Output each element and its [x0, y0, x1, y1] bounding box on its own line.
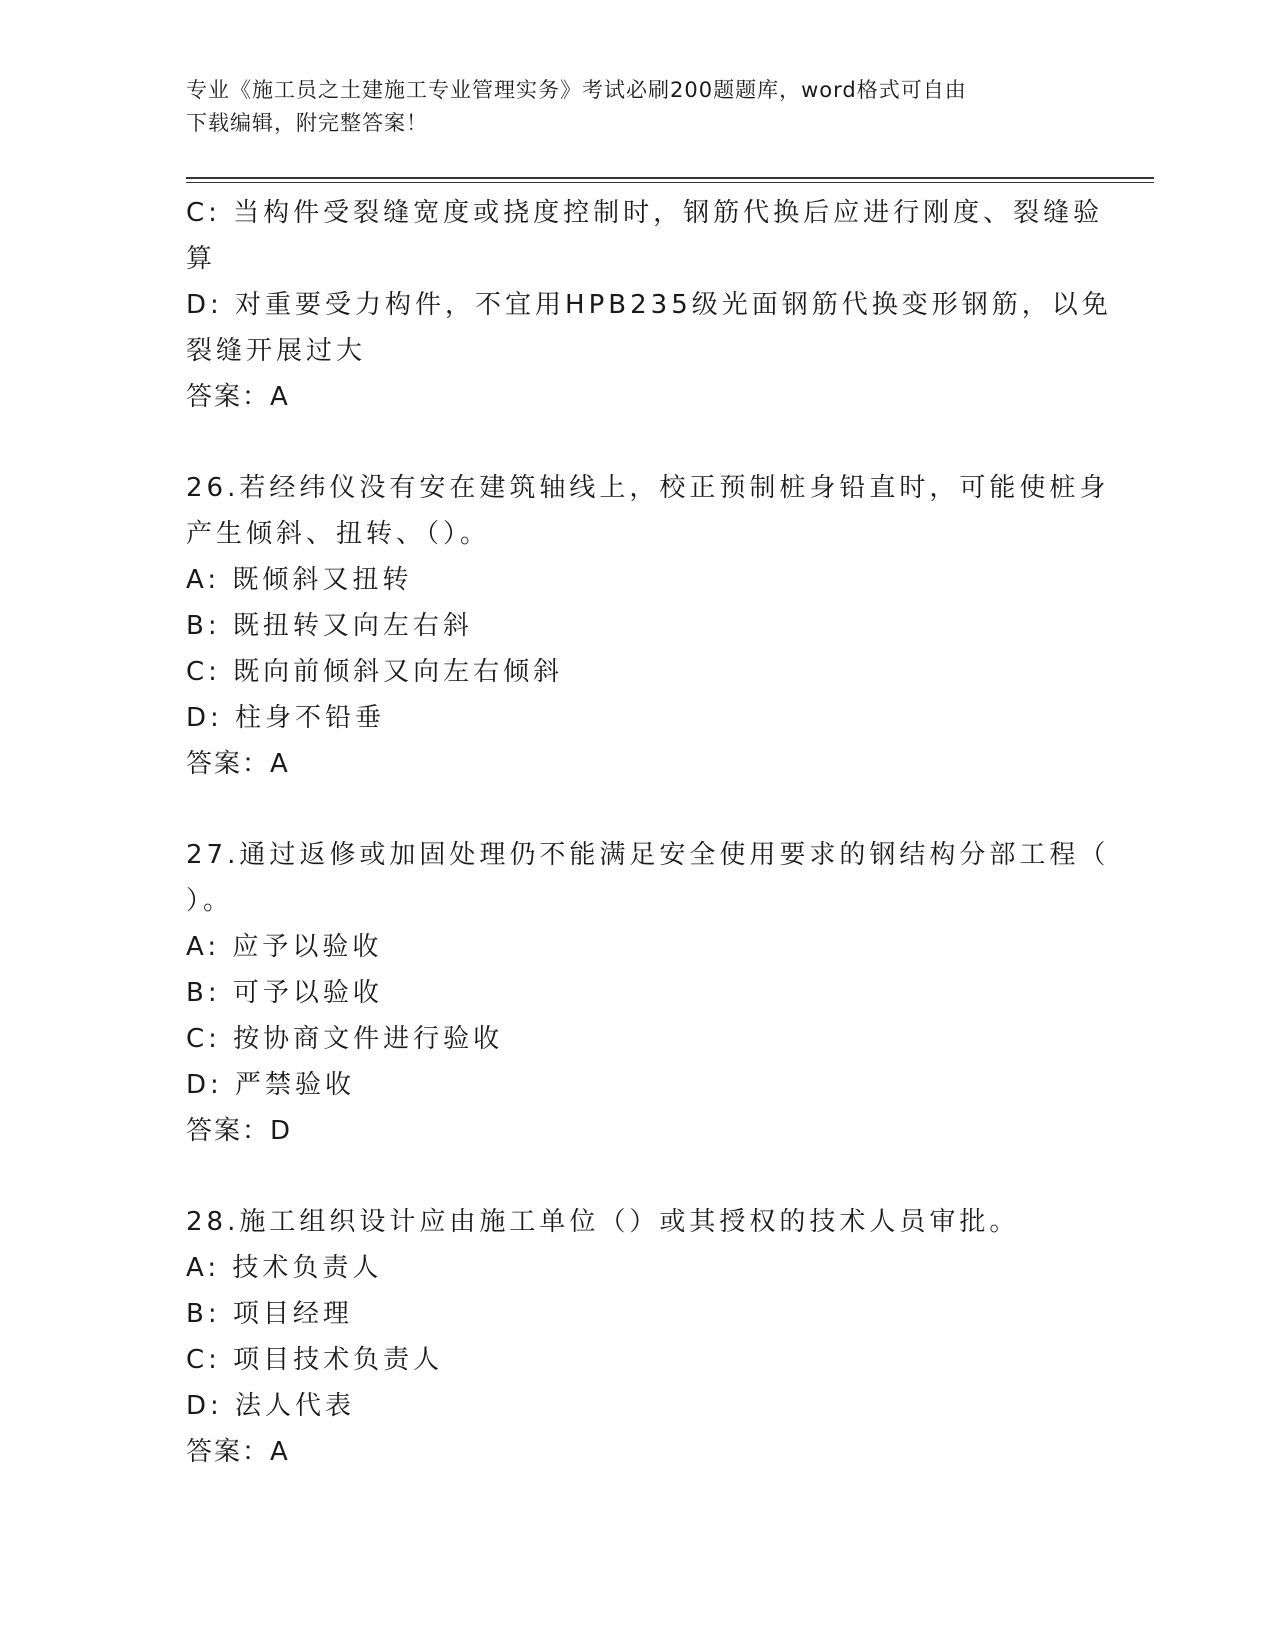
question-text: 26.若经纬仪没有安在建筑轴线上，校正预制桩身铅直时，可能使桩身 [186, 473, 1110, 503]
option-d-continued: 裂缝开展过大 [186, 336, 367, 366]
option-c: C: 项目技术负责人 [186, 1345, 444, 1375]
question-26 [186, 465, 1110, 787]
option-c-continued: 算 [186, 244, 217, 274]
option-c: C: 既向前倾斜又向左右倾斜 [186, 657, 564, 687]
question-text-continued: ）。 [186, 886, 234, 916]
question-text-continued: 产生倾斜、扭转、（）。 [186, 519, 491, 549]
header-divider-thick [186, 177, 1154, 179]
header-divider-thin [186, 182, 1154, 183]
document-body [186, 190, 1112, 1475]
option-c: C: 按协商文件进行验收 [186, 1024, 504, 1054]
option-a: A: 技术负责人 [186, 1253, 383, 1283]
option-d: D: 柱身不铅垂 [186, 703, 386, 733]
question-text: 27.通过返修或加固处理仍不能满足安全使用要求的钢结构分部工程（ [186, 840, 1110, 870]
page-header [186, 74, 1086, 140]
header-line-2: 下载编辑，附完整答案！ [186, 111, 428, 135]
answer: 答案：A [186, 1437, 290, 1467]
option-b: B: 项目经理 [186, 1299, 353, 1329]
option-a: A: 既倾斜又扭转 [186, 565, 413, 595]
spacer [186, 787, 1076, 832]
spacer [186, 420, 1076, 465]
answer: 答案：A [186, 382, 290, 412]
question-27 [186, 832, 1110, 1154]
option-c: C: 当构件受裂缝宽度或挠度控制时，钢筋代换后应进行刚度、裂缝验 [186, 198, 1104, 228]
answer: 答案：D [186, 1116, 293, 1146]
option-d: D: 严禁验收 [186, 1070, 356, 1100]
spacer [186, 1154, 1076, 1199]
option-a: A: 应予以验收 [186, 932, 383, 962]
option-b: B: 可予以验收 [186, 978, 383, 1008]
option-d: D: 法人代表 [186, 1391, 356, 1421]
header-line-1: 专业《施工员之土建施工专业管理实务》考试必刷200题题库，word格式可自由 [186, 78, 967, 102]
option-d: D: 对重要受力构件，不宜用HPB235级光面钢筋代换变形钢筋，以免 [186, 290, 1112, 320]
answer: 答案：A [186, 749, 290, 779]
question-25-continued [186, 190, 1112, 420]
option-b: B: 既扭转又向左右斜 [186, 611, 473, 641]
question-28 [186, 1199, 1076, 1475]
question-text: 28.施工组织设计应由施工单位（）或其授权的技术人员审批。 [186, 1207, 1020, 1237]
